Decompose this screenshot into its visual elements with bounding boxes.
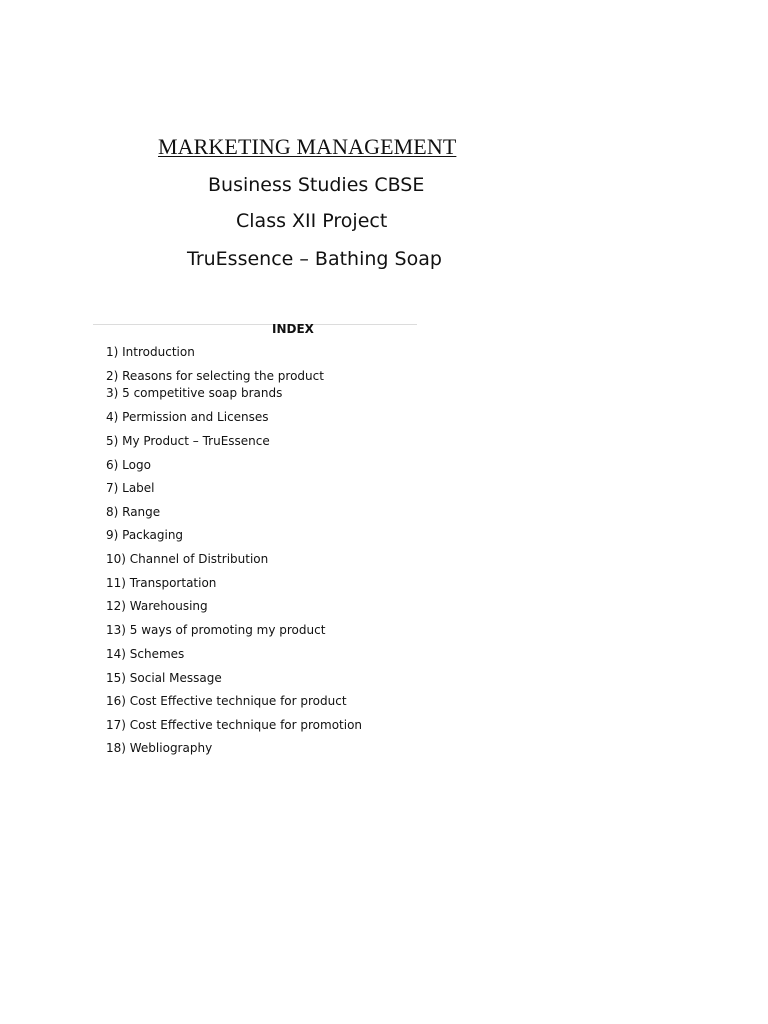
index-item: 17) Cost Effective technique for promotion	[106, 718, 363, 732]
index-divider	[93, 324, 417, 325]
document-title: MARKETING MANAGEMENT	[158, 134, 457, 159]
index-item: 12) Warehousing	[106, 599, 208, 613]
index-item: 3) 5 competitive soap brands	[106, 386, 283, 400]
index-item: 18) Webliography	[106, 741, 213, 755]
index-item: 6) Logo	[106, 458, 151, 472]
index-item: 11) Transportation	[106, 576, 217, 590]
index-item: 13) 5 ways of promoting my product	[106, 623, 326, 637]
index-item: 9) Packaging	[106, 528, 184, 542]
index-item: 5) My Product – TruEssence	[106, 434, 270, 448]
index-item: 2) Reasons for selecting the product	[106, 369, 324, 383]
index-item: 1) Introduction	[106, 345, 195, 359]
index-item: 10) Channel of Distribution	[106, 552, 269, 566]
index-item: 15) Social Message	[106, 671, 222, 685]
index-item: 4) Permission and Licenses	[106, 410, 269, 424]
class-line: Class XII Project	[236, 210, 388, 232]
product-line: TruEssence – Bathing Soap	[187, 248, 442, 270]
index-item: 7) Label	[106, 481, 155, 495]
index-item: 8) Range	[106, 505, 161, 519]
index-heading: INDEX	[272, 322, 314, 336]
index-item: 14) Schemes	[106, 647, 185, 661]
subject-line: Business Studies CBSE	[208, 174, 425, 196]
index-item: 16) Cost Effective technique for product	[106, 694, 347, 708]
